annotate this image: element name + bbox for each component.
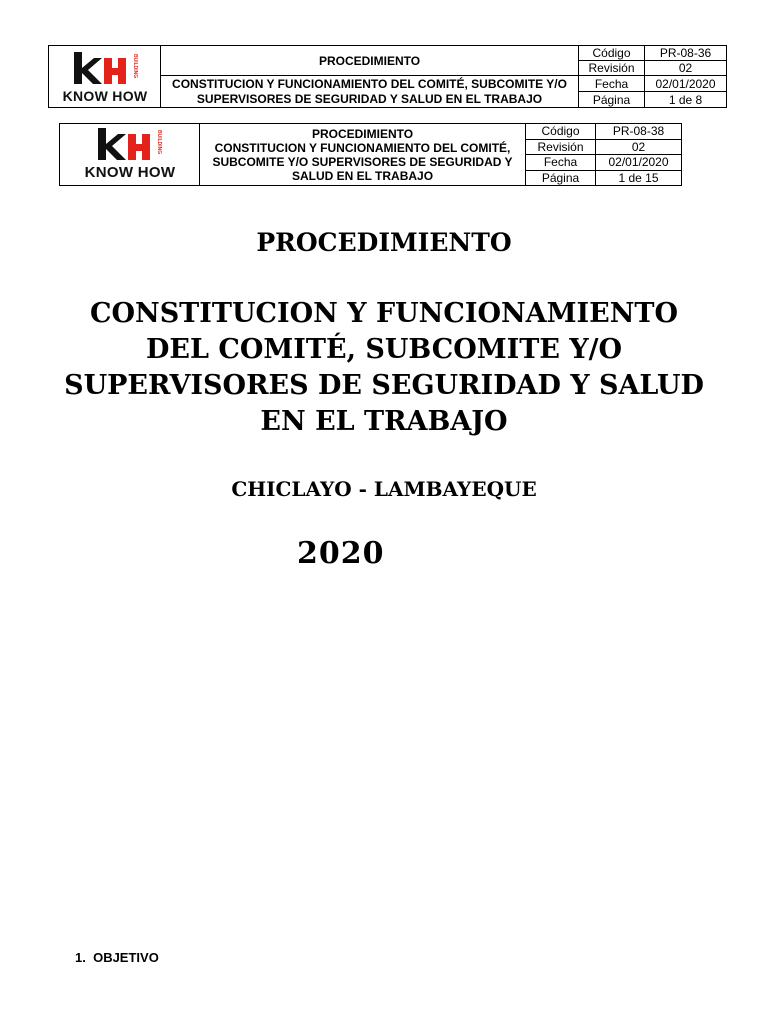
value-codigo: PR-08-38 xyxy=(596,124,682,140)
label-pagina: Página xyxy=(526,170,596,186)
label-fecha: Fecha xyxy=(579,76,645,92)
value-fecha: 02/01/2020 xyxy=(645,76,727,92)
label-revision: Revisión xyxy=(526,139,596,155)
document-header-table-secondary xyxy=(59,123,682,186)
header-doc-title: CONSTITUCION Y FUNCIONAMIENTO DEL COMITÉ, SUBCOMITE Y/O SUPERVISORES DE SEGURIDAD Y SALUD EN EL TRABAJO xyxy=(161,76,579,108)
company-logo-cell xyxy=(49,46,161,108)
value-revision: 02 xyxy=(645,61,727,76)
know-how-logo xyxy=(60,124,199,185)
label-pagina: Página xyxy=(579,92,645,108)
header-doc-type: PROCEDIMIENTO xyxy=(311,126,414,141)
label-fecha: Fecha xyxy=(526,155,596,171)
company-logo-cell xyxy=(60,124,200,186)
value-revision: 02 xyxy=(596,139,682,155)
section-heading xyxy=(75,950,159,965)
label-codigo: Código xyxy=(526,124,596,140)
section-title: OBJETIVO xyxy=(93,950,159,965)
label-codigo: Código xyxy=(579,46,645,61)
section-number: 1. xyxy=(75,950,86,965)
know-how-logo-icon xyxy=(71,126,189,184)
cover-doc-type: PROCEDIMIENTO xyxy=(256,228,512,257)
cover-location: CHICLAYO - LAMBAYEQUE xyxy=(231,477,537,501)
value-pagina: 1 de 15 xyxy=(596,170,682,186)
cover-title: CONSTITUCION Y FUNCIONAMIENTO DEL COMITÉ, SUBCOMITE Y/O SUPERVISORES DE SEGURIDAD Y SALUD EN EL TRABAJO xyxy=(64,298,704,437)
document-header-table xyxy=(48,45,727,108)
know-how-logo xyxy=(49,46,160,107)
header-doc-title: CONSTITUCION Y FUNCIONAMIENTO DEL COMITÉ, SUBCOMITE Y/O SUPERVISORES DE SEGURIDAD Y SALUD EN EL TRABAJO xyxy=(212,140,513,183)
svg-text:BUILDING: BUILDING xyxy=(131,53,138,78)
header-doc-heading xyxy=(200,124,526,186)
cover-year: 2020 xyxy=(297,536,385,571)
value-codigo: PR-08-36 xyxy=(645,46,727,61)
wordmark: KNOW HOW xyxy=(62,87,147,104)
value-fecha: 02/01/2020 xyxy=(596,155,682,171)
know-how-logo-icon xyxy=(52,48,158,106)
svg-text:BUILDING: BUILDING xyxy=(155,129,162,154)
header-doc-type: PROCEDIMIENTO xyxy=(161,46,579,76)
label-revision: Revisión xyxy=(579,61,645,76)
value-pagina: 1 de 8 xyxy=(645,92,727,108)
wordmark: KNOW HOW xyxy=(84,163,175,181)
